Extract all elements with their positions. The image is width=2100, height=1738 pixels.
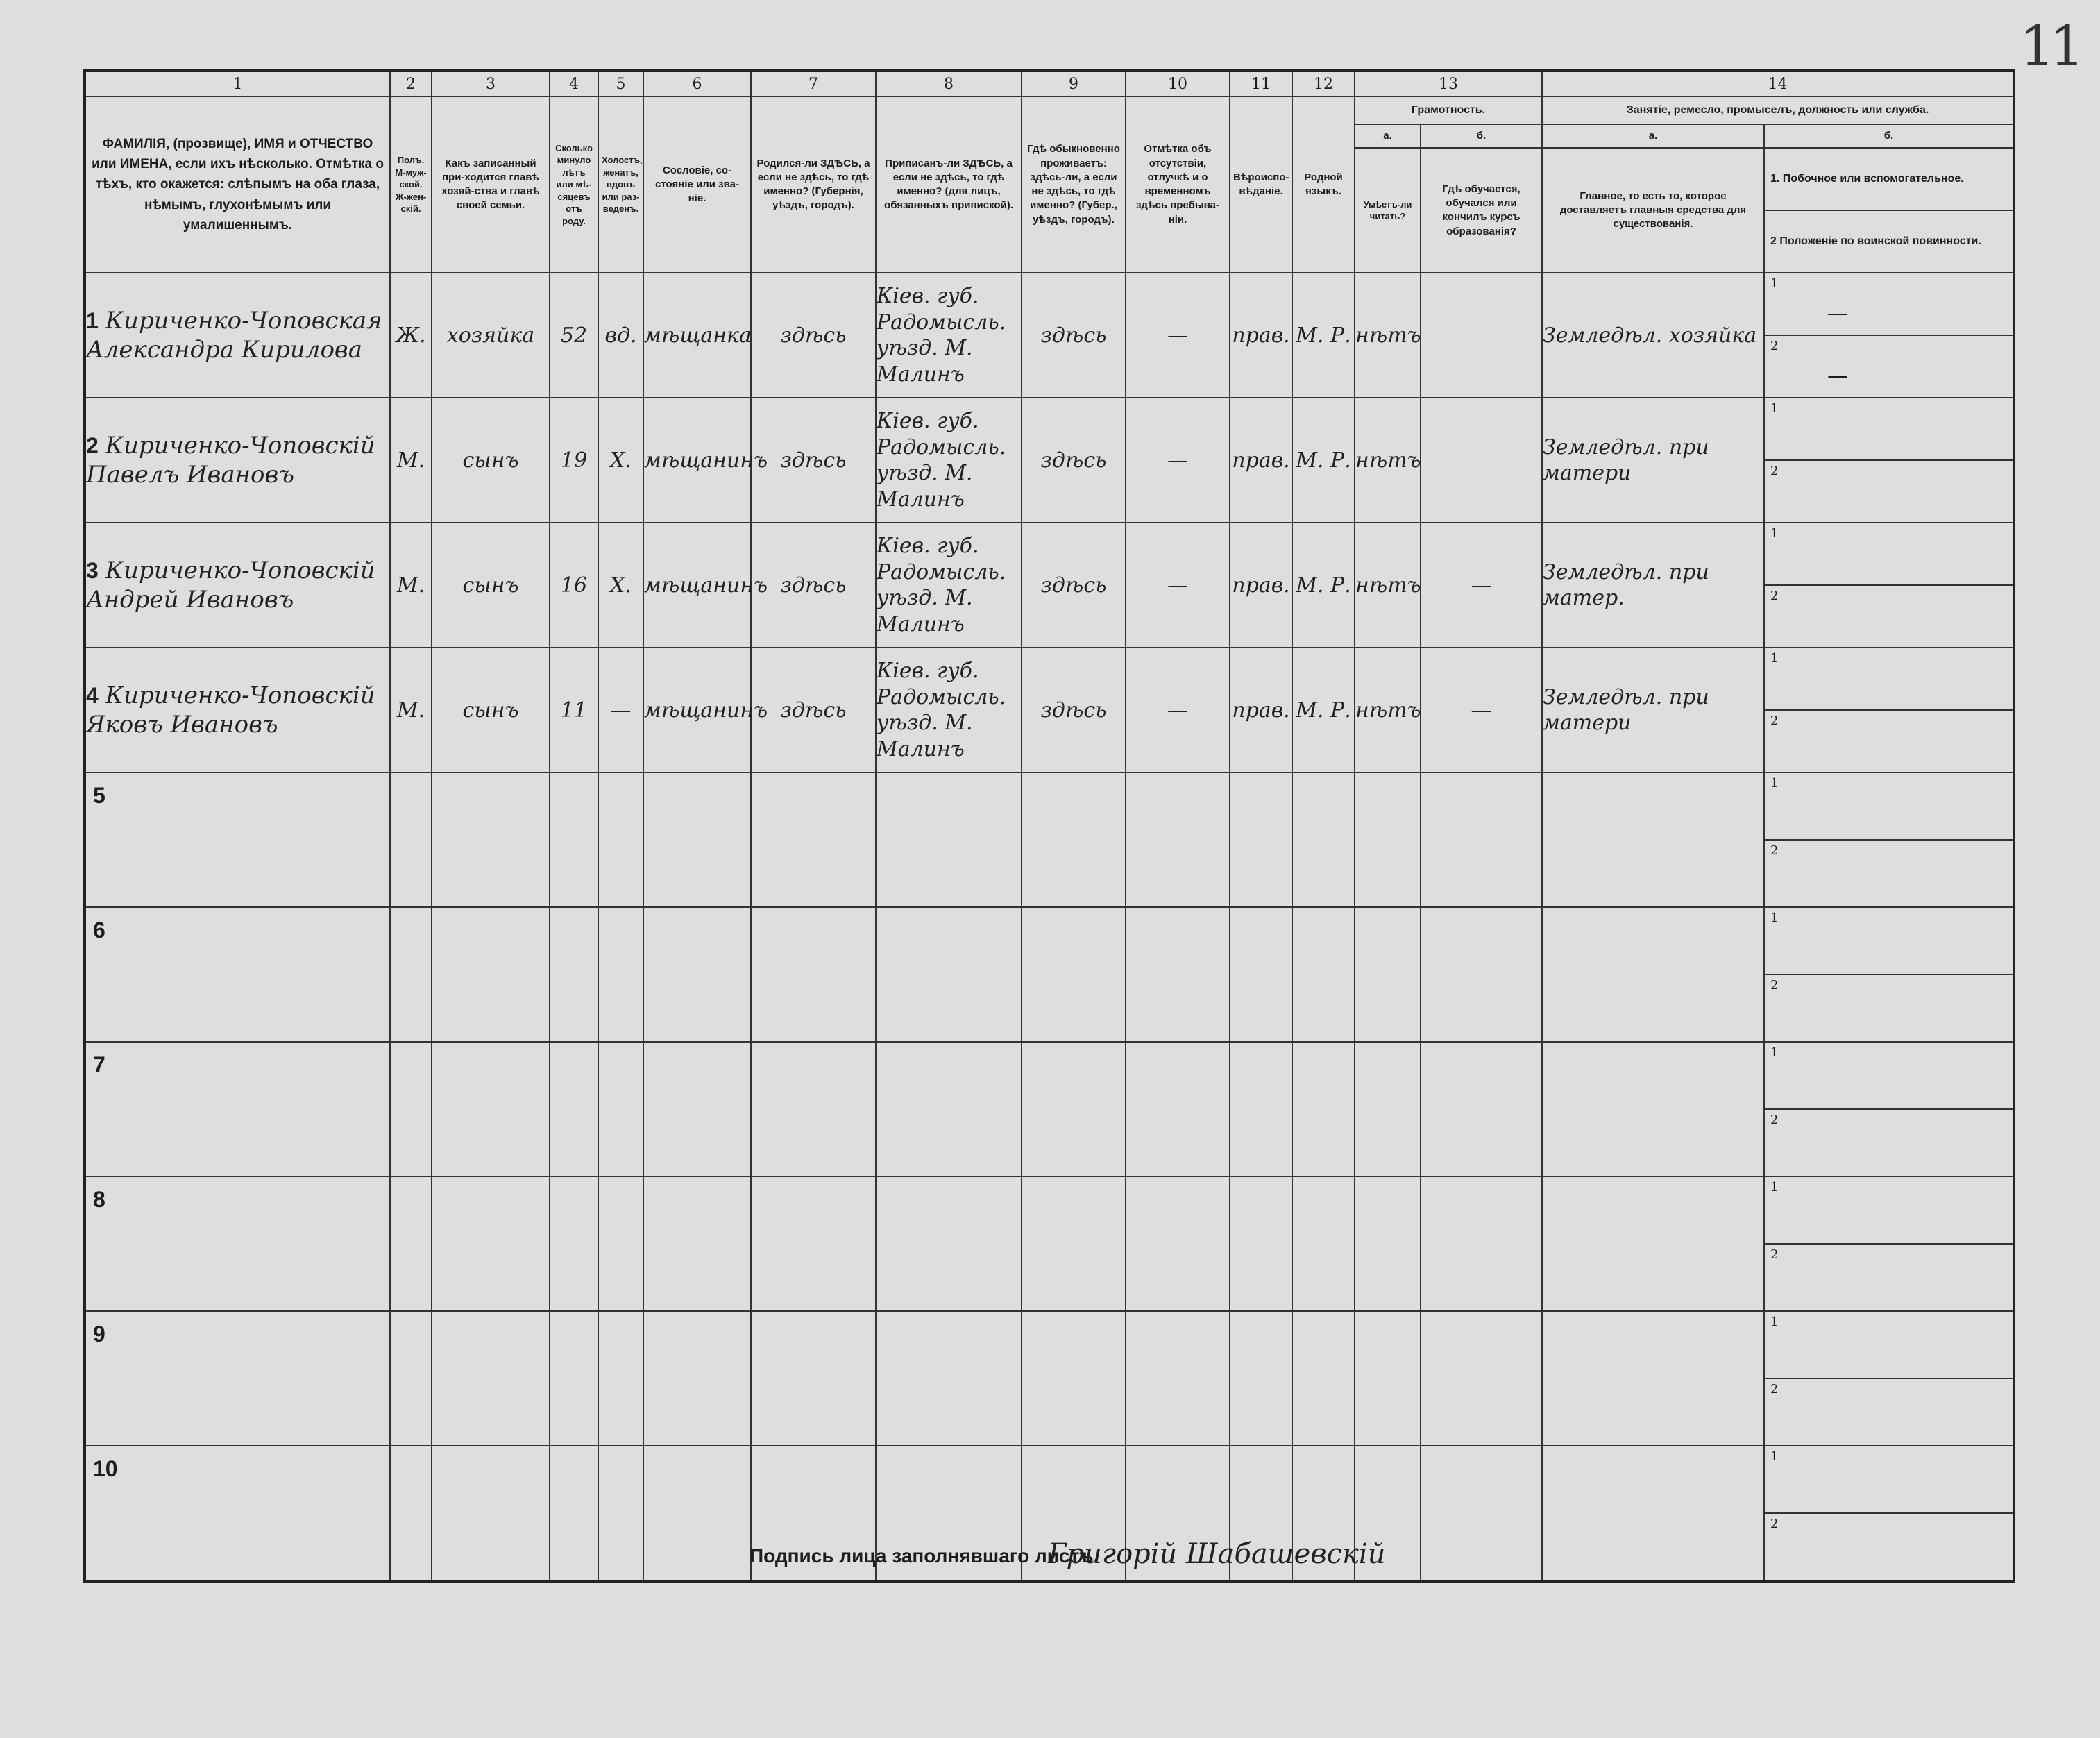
- estate-cell: мѣщанинъ: [643, 398, 751, 523]
- main-occupation-cell: Земледѣл. при матер.: [1542, 523, 1764, 648]
- relation-cell: хозяйка: [432, 273, 550, 398]
- subrow-label: 2: [1770, 339, 1779, 354]
- header-absence: Отмѣтка объ отсутствіи, отлучкѣ и о временномъ здѣсь пребыва-ніи.: [1126, 96, 1230, 273]
- subrow-label: 1: [1770, 651, 1779, 666]
- header-literacy-a-label: а.: [1355, 124, 1421, 148]
- person-name: Кириченко-Чоповскій Андрей Ивановъ: [86, 556, 375, 614]
- relation-cell: сынъ: [432, 648, 550, 773]
- col-num: 8: [876, 71, 1022, 96]
- subrow-label: 1: [1770, 276, 1779, 292]
- name-cell: [85, 1311, 390, 1446]
- age-cell: 11: [550, 648, 598, 773]
- table-row: [85, 273, 2014, 398]
- table-row: [85, 907, 2014, 1042]
- main-occupation-cell: Земледѣл. при матери: [1542, 648, 1764, 773]
- subrow-1: [1765, 273, 2013, 336]
- language-cell: М. Р.: [1292, 523, 1355, 648]
- subrow-2: 2: [1770, 1247, 1779, 1263]
- subrow-1: [1765, 398, 2013, 461]
- header-literacy: Грамотность.: [1355, 96, 1542, 124]
- education-cell: [1421, 273, 1542, 398]
- subrow-label: 2: [1770, 714, 1779, 729]
- estate-cell: мѣщанинъ: [643, 523, 751, 648]
- row-number: 3: [86, 557, 99, 583]
- relation-cell: сынъ: [432, 523, 550, 648]
- header-age: Сколько минуло лѣтъ или мѣ-сяцевъ отъ роду.: [550, 96, 598, 273]
- secondary-occupation-cell: [1764, 1446, 2014, 1581]
- absence-cell: —: [1126, 523, 1230, 648]
- row-number: 1: [86, 307, 99, 333]
- main-occupation-cell: Земледѣл. хозяйка: [1542, 273, 1764, 398]
- header-secondary-2: 2 Положеніе по воинской повинности.: [1770, 235, 1981, 248]
- subrow-2: 2: [1770, 843, 1779, 859]
- header-residence: Гдѣ обыкновенно проживаетъ: здѣсь-ли, а если не здѣсь, то гдѣ именно? (Губер., уѣздъ, городъ).: [1022, 96, 1126, 273]
- header-language: Родной языкъ.: [1292, 96, 1355, 273]
- table-row: [85, 773, 2014, 907]
- language-cell: М. Р.: [1292, 648, 1355, 773]
- subrow-2: [1765, 586, 2013, 647]
- registration-cell: Кіев. губ. Радомысль. уѣзд. М. Малинъ: [876, 523, 1022, 648]
- col-num: 6: [643, 71, 751, 96]
- col-num: 13: [1355, 71, 1542, 96]
- table-row: [85, 1176, 2014, 1311]
- col-num: 7: [751, 71, 876, 96]
- census-table: [83, 69, 2015, 1583]
- col-num: 1: [85, 71, 390, 96]
- col-num: 2: [390, 71, 432, 96]
- subrow-2: [1765, 461, 2013, 522]
- col-num: 3: [432, 71, 550, 96]
- sex-cell: Ж.: [390, 273, 432, 398]
- col-num: 11: [1230, 71, 1292, 96]
- birthplace-cell: здѣсь: [751, 648, 876, 773]
- language-cell: М. Р.: [1292, 398, 1355, 523]
- absence-cell: —: [1126, 273, 1230, 398]
- birthplace-cell: здѣсь: [751, 398, 876, 523]
- header-birthplace: Родился-ли ЗДѢСЬ, а если не здѣсь, то гдѣ именно? (Губернія, уѣздъ, городъ).: [751, 96, 876, 273]
- education-cell: —: [1421, 648, 1542, 773]
- education-cell: —: [1421, 523, 1542, 648]
- absence-cell: —: [1126, 398, 1230, 523]
- marital-cell: Х.: [598, 398, 643, 523]
- secondary-value: —: [1827, 301, 1848, 326]
- secondary-occupation-cell: [1764, 1311, 2014, 1446]
- residence-cell: здѣсь: [1022, 398, 1126, 523]
- subrow-1: [1765, 523, 2013, 586]
- name-cell: [85, 273, 390, 398]
- age-cell: 19: [550, 398, 598, 523]
- subrow-2: 2: [1770, 1113, 1779, 1128]
- name-cell: [85, 1042, 390, 1176]
- column-number-row: [85, 71, 2014, 96]
- header-occupation-b-label: б.: [1764, 124, 2014, 148]
- religion-cell: прав.: [1230, 398, 1292, 523]
- secondary-occupation-cell: [1764, 648, 2014, 773]
- secondary-occupation-cell: [1764, 273, 2014, 398]
- secondary-occupation-cell: [1764, 1042, 2014, 1176]
- row-number: 8: [93, 1187, 105, 1213]
- secondary-occupation-cell: [1764, 523, 2014, 648]
- header-row-1: [85, 96, 2014, 124]
- marital-cell: вд.: [598, 273, 643, 398]
- residence-cell: здѣсь: [1022, 273, 1126, 398]
- table-row: [85, 648, 2014, 773]
- subrow-1: [1765, 648, 2013, 711]
- header-occupation-a-label: а.: [1542, 124, 1764, 148]
- registration-cell: Кіев. губ. Радомысль. уѣзд. М. Малинъ: [876, 648, 1022, 773]
- row-number: 6: [93, 918, 105, 943]
- estate-cell: мѣщанинъ: [643, 648, 751, 773]
- person-name: Кириченко-Чоповскій Яковъ Ивановъ: [86, 681, 375, 739]
- header-secondary-1: 1. Побочное или вспомогательное.: [1765, 149, 2013, 211]
- secondary-occupation-cell: [1764, 1176, 2014, 1311]
- secondary-occupation-cell: [1764, 398, 2014, 523]
- subrow-1: 1: [1765, 773, 2013, 841]
- row-number: 9: [93, 1322, 105, 1347]
- row-number: 10: [93, 1456, 118, 1482]
- subrow-1: 1: [1765, 1446, 2013, 1514]
- header-name: ФАМИЛІЯ, (прозвище), ИМЯ и ОТЧЕСТВО или ИМЕНА, если ихъ нѣсколько. Отмѣтка о тѣхъ, кто окажется: слѣпымъ на оба глаза, нѣмымъ, глухонѣмымъ или умалишеннымъ.: [85, 96, 390, 273]
- name-cell: [85, 648, 390, 773]
- literacy-cell: нѣтъ: [1355, 648, 1421, 773]
- name-cell: [85, 1446, 390, 1581]
- signature-handwritten: Григорій Шабашевскій: [1048, 1538, 1386, 1570]
- person-name: Кириченко-Чоповскій Павелъ Ивановъ: [86, 431, 375, 489]
- header-main-occupation: Главное, то есть то, которое доставляетъ главныя средства для существованія.: [1542, 148, 1764, 273]
- relation-cell: сынъ: [432, 398, 550, 523]
- header-education: Гдѣ обучается, обучался или кончилъ курсъ образованія?: [1421, 148, 1542, 273]
- absence-cell: —: [1126, 648, 1230, 773]
- header-occupation: Занятіе, ремесло, промыселъ, должность или служба.: [1542, 96, 2014, 124]
- age-cell: 16: [550, 523, 598, 648]
- main-occupation-cell: Земледѣл. при матери: [1542, 398, 1764, 523]
- literacy-cell: нѣтъ: [1355, 523, 1421, 648]
- header-estate: Сословіе, со-стояніе или зва-ніе.: [643, 96, 751, 273]
- table-row: [85, 1311, 2014, 1446]
- subrow-1: 1: [1765, 908, 2013, 975]
- header-can-read: Умѣетъ-ли читать?: [1355, 148, 1421, 273]
- header-secondary-occupation: [1764, 148, 2014, 273]
- name-cell: [85, 1176, 390, 1311]
- row-number: 2: [86, 432, 99, 458]
- age-cell: 52: [550, 273, 598, 398]
- subrow-1: 1: [1765, 1043, 2013, 1110]
- sex-cell: М.: [390, 648, 432, 773]
- row-number: 7: [93, 1052, 105, 1078]
- col-num: 10: [1126, 71, 1230, 96]
- header-sex: Полъ. М-муж-ской. Ж-жен-скій.: [390, 96, 432, 273]
- col-num: 4: [550, 71, 598, 96]
- col-num: 9: [1022, 71, 1126, 96]
- registration-cell: Кіев. губ. Радомысль. уѣзд. М. Малинъ: [876, 398, 1022, 523]
- header-relation: Какъ записанный при-ходится главѣ хозяй-ства и главѣ своей семьи.: [432, 96, 550, 273]
- header-religion: Вѣроиспо-вѣданіе.: [1230, 96, 1292, 273]
- birthplace-cell: здѣсь: [751, 273, 876, 398]
- registration-cell: Кіев. губ. Радомысль. уѣзд. М. Малинъ: [876, 273, 1022, 398]
- sex-cell: М.: [390, 523, 432, 648]
- subrow-2: 2: [1770, 1517, 1779, 1532]
- subrow-2: [1765, 711, 2013, 772]
- subrow-1: 1: [1765, 1312, 2013, 1379]
- birthplace-cell: здѣсь: [751, 523, 876, 648]
- secondary-occupation-cell: [1764, 773, 2014, 907]
- religion-cell: прав.: [1230, 523, 1292, 648]
- name-cell: [85, 907, 390, 1042]
- subrow-label: 2: [1770, 589, 1779, 604]
- subrow-label: 1: [1770, 526, 1779, 541]
- literacy-cell: нѣтъ: [1355, 398, 1421, 523]
- table-row: [85, 1042, 2014, 1176]
- person-name: Кириченко-Чоповская Александра Кирилова: [86, 306, 382, 364]
- signature-label: Подпись лица заполнявшаго листъ: [750, 1545, 1094, 1567]
- row-number: 4: [86, 682, 99, 708]
- col-num: 14: [1542, 71, 2014, 96]
- religion-cell: прав.: [1230, 273, 1292, 398]
- table-row: [85, 398, 2014, 523]
- col-num: 5: [598, 71, 643, 96]
- subrow-2: 2: [1770, 1382, 1779, 1397]
- residence-cell: здѣсь: [1022, 523, 1126, 648]
- education-cell: [1421, 398, 1542, 523]
- name-cell: [85, 398, 390, 523]
- header-registration: Приписанъ-ли ЗДѢСЬ, а если не здѣсь, то гдѣ именно? (для лицъ, обязанныхъ припиской).: [876, 96, 1022, 273]
- military-value: —: [1827, 364, 1848, 389]
- row-number: 5: [93, 783, 105, 809]
- subrow-label: 2: [1770, 464, 1779, 479]
- page-number: 11: [2019, 14, 2079, 78]
- subrow-1: 1: [1765, 1177, 2013, 1245]
- language-cell: М. Р.: [1292, 273, 1355, 398]
- header-marital: Холостъ, женатъ, вдовъ или раз-веденъ.: [598, 96, 643, 273]
- marital-cell: Х.: [598, 523, 643, 648]
- secondary-occupation-cell: [1764, 907, 2014, 1042]
- table-row: [85, 523, 2014, 648]
- residence-cell: здѣсь: [1022, 648, 1126, 773]
- subrow-2: 2: [1770, 978, 1779, 993]
- name-cell: [85, 523, 390, 648]
- estate-cell: мѣщанка: [643, 273, 751, 398]
- header-literacy-b-label: б.: [1421, 124, 1542, 148]
- marital-cell: —: [598, 648, 643, 773]
- name-cell: [85, 773, 390, 907]
- col-num: 12: [1292, 71, 1355, 96]
- sex-cell: М.: [390, 398, 432, 523]
- religion-cell: прав.: [1230, 648, 1292, 773]
- literacy-cell: нѣтъ: [1355, 273, 1421, 398]
- subrow-2: [1765, 336, 2013, 397]
- subrow-label: 1: [1770, 401, 1779, 416]
